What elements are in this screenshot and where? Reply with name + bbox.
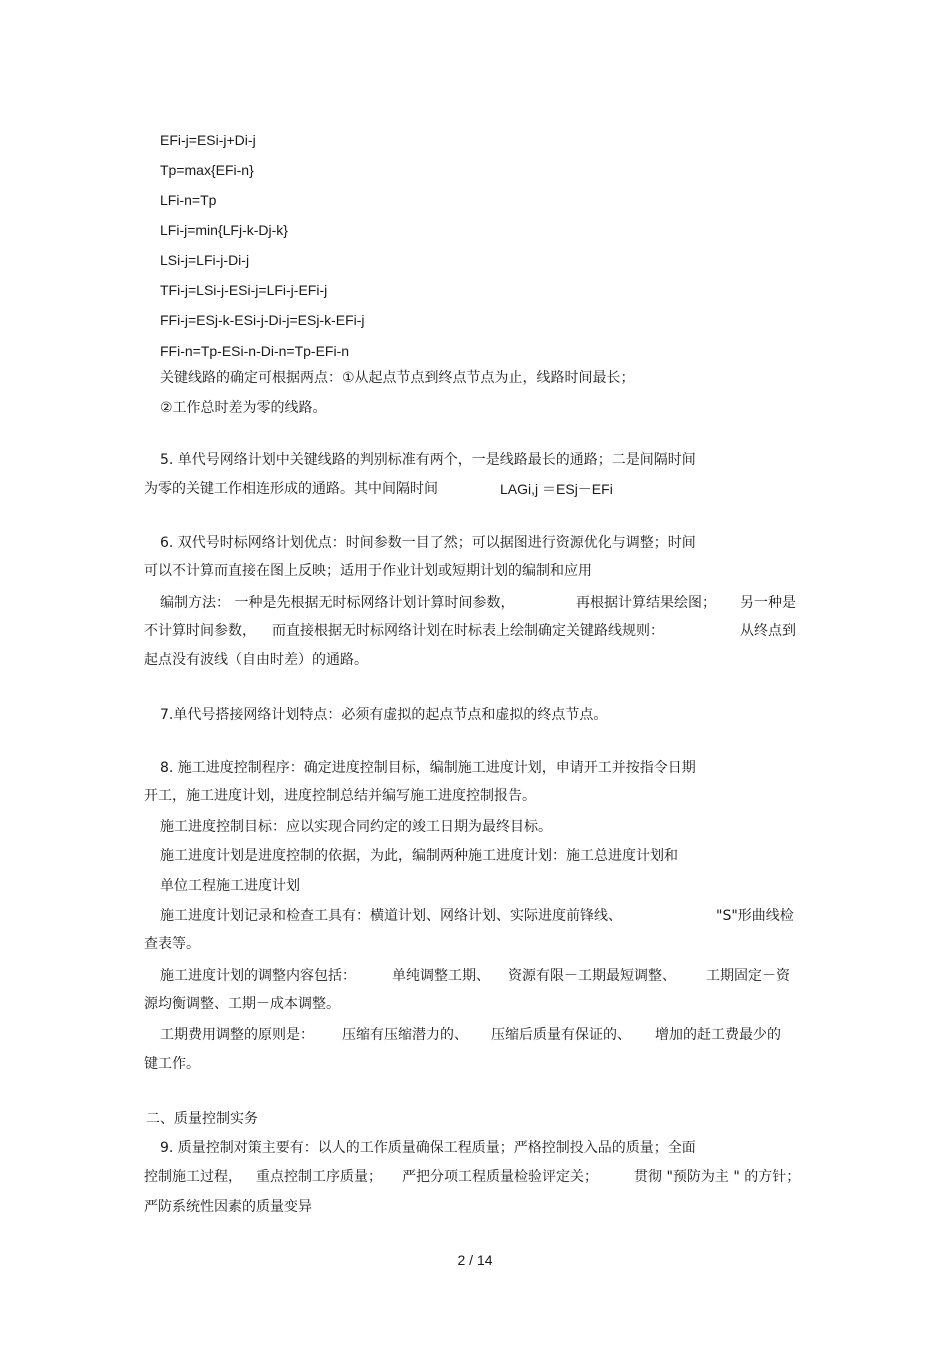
item8-cost-b: 压缩有压缩潜力的、	[342, 1027, 468, 1043]
item8-adjust-a: 施工进度计划的调整内容包括：	[160, 968, 356, 984]
item6-method-b: 再根据计算结果绘图；	[576, 595, 716, 611]
critical-path-rule-1: 关键线路的确定可根据两点：①从起点节点到终点节点为止，线路时间最长；	[160, 370, 635, 386]
critical-path-rule-2: ②工作总时差为零的线路。	[160, 400, 327, 416]
item9-line2-d: 贯彻 "预防为主 " 的方针；	[634, 1169, 801, 1185]
item7-line1: 7.单代号搭接网络计划特点：必须有虚拟的起点节点和虚拟的终点节点。	[160, 707, 608, 723]
item5-lag-formula: LAGi,j ＝ESj－EFi	[500, 481, 613, 497]
item9-line3: 严防系统性因素的质量变异	[144, 1199, 312, 1215]
item5-line1: 5. 单代号网络计划中关键线路的判别标准有两个，一是线路最长的通路；二是间隔时间	[160, 452, 696, 468]
formula-tf: TFi-j=LSi-j-ESi-j=LFi-j-EFi-j	[160, 282, 328, 298]
item8-basis-1: 施工进度计划是进度控制的依据，为此，编制两种施工进度计划：施工总进度计划和	[160, 848, 678, 864]
formula-ef: EFi-j=ESi-j+Di-j	[160, 132, 256, 148]
item8-cost-a: 工期费用调整的原则是：	[160, 1027, 314, 1043]
item5-line2: 为零的关键工作相连形成的通路。其中间隔时间	[144, 481, 438, 497]
item6-method-a: 编制方法： 一种是先根据无时标网络计划计算时间参数，	[160, 595, 515, 611]
item8-tools-a: 施工进度计划记录和检查工具有：横道计划、网络计划、实际进度前锋线、	[160, 908, 622, 924]
item8-adjust-b: 单纯调整工期、	[392, 968, 490, 984]
item9-line2-b: 重点控制工序质量；	[256, 1169, 382, 1185]
item6-method2-b: 而直接根据无时标网络计划在时标表上绘制确定关键路线规则：	[272, 623, 664, 639]
formula-lf: LFi-j=min{LFj-k-Dj-k}	[160, 222, 288, 238]
formula-tp: Tp=max{EFi-n}	[160, 162, 254, 178]
section-heading-quality: 二、质量控制实务	[146, 1111, 258, 1127]
item6-method3: 起点没有波线（自由时差）的通路。	[144, 652, 368, 668]
formula-ff: FFi-j=ESj-k-ESi-j-Di-j=ESj-k-EFi-j	[160, 312, 365, 328]
formula-ffn: FFi-n=Tp-ESi-n-Di-n=Tp-EFi-n	[160, 343, 350, 359]
item9-line2-a: 控制施工过程，	[144, 1169, 242, 1185]
formula-lfn: LFi-n=Tp	[160, 192, 217, 208]
page-number: 2 / 14	[457, 1252, 493, 1268]
formula-ls: LSi-j=LFi-j-Di-j	[160, 252, 250, 268]
item8-adjust-d: 工期固定－资	[706, 968, 790, 984]
item8-adjust-2: 源均衡调整、工期－成本调整。	[144, 996, 340, 1012]
item8-basis-2: 单位工程施工进度计划	[160, 878, 300, 894]
item6-line1: 6. 双代号时标网络计划优点：时间参数一目了然；可以据图进行资源优化与调整；时间	[160, 535, 696, 551]
item8-cost-d: 增加的赶工费最少的	[655, 1027, 781, 1043]
item9-line2-c: 严把分项工程质量检验评定关；	[402, 1169, 598, 1185]
item8-cost-c: 压缩后质量有保证的、	[491, 1027, 631, 1043]
item8-goal: 施工进度控制目标：应以实现合同约定的竣工日期为最终目标。	[160, 819, 552, 835]
item6-method2-a: 不计算时间参数，	[144, 623, 256, 639]
item6-line2: 可以不计算而直接在图上反映；适用于作业计划或短期计划的编制和应用	[144, 563, 592, 579]
item8-tools-b: "S"形曲线检	[716, 908, 794, 924]
item9-line1: 9. 质量控制对策主要有：以人的工作质量确保工程质量；严格控制投入品的质量；全面	[160, 1140, 696, 1156]
item8-line2: 开工，施工进度计划，进度控制总结并编写施工进度控制报告。	[144, 788, 536, 804]
item8-adjust-c: 资源有限－工期最短调整、	[508, 968, 676, 984]
item8-tools-2: 查表等。	[144, 936, 200, 952]
item8-cost-2: 键工作。	[144, 1056, 200, 1072]
item6-method-c: 另一种是	[740, 595, 796, 611]
item8-line1: 8. 施工进度控制程序：确定进度控制目标，编制施工进度计划，申请开工并按指令日期	[160, 760, 696, 776]
item6-method2-c: 从终点到	[740, 623, 796, 639]
